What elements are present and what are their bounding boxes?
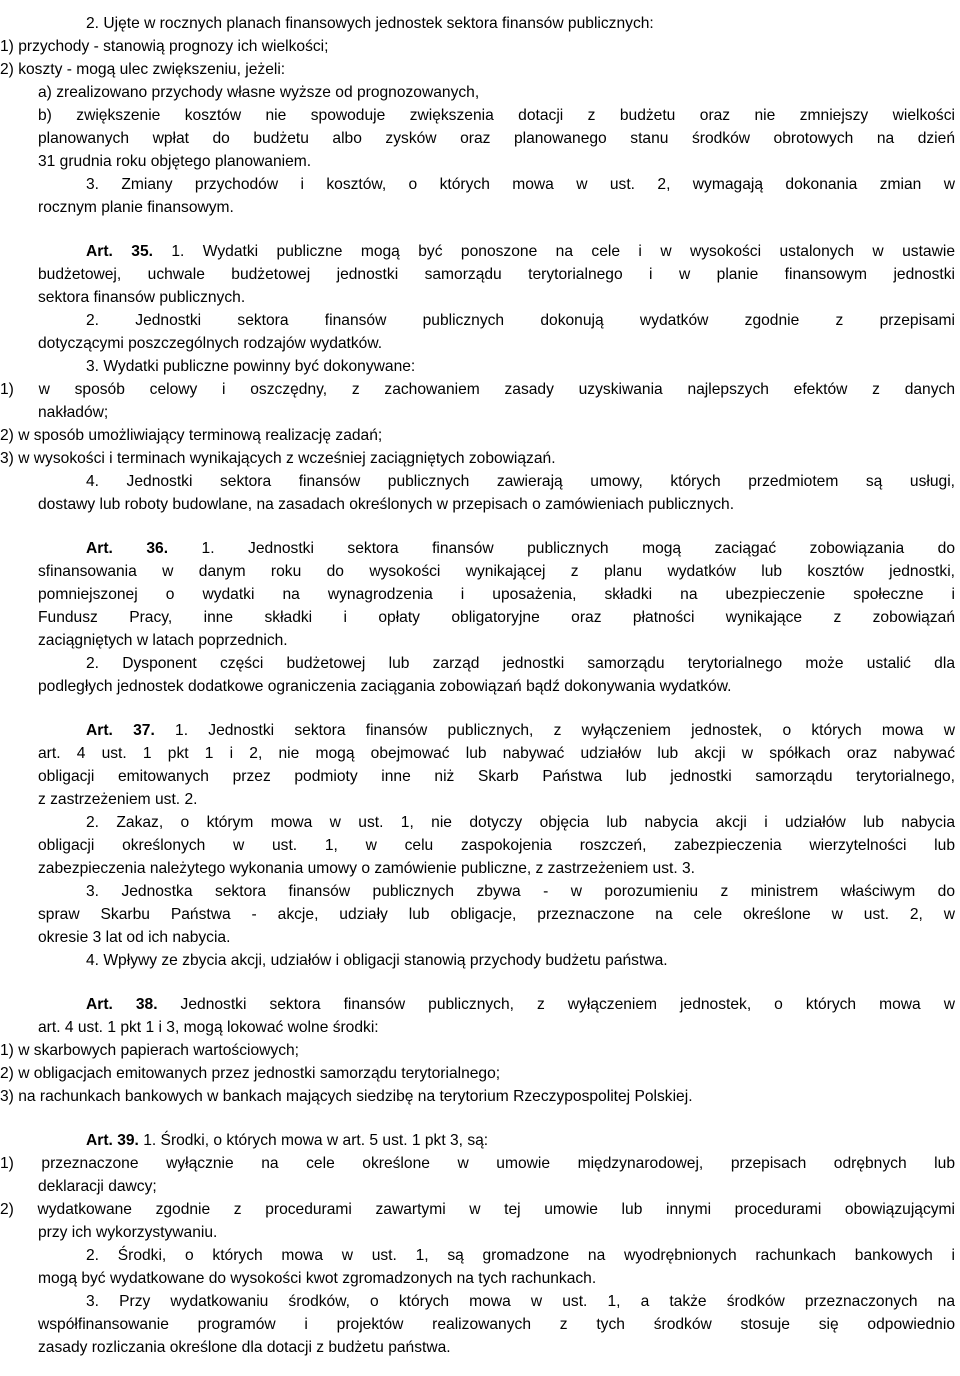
line-text: 2) koszty - mogą ulec zwiększeniu, jeżeli: <box>0 61 286 78</box>
text-line <box>0 58 285 81</box>
text-line <box>0 1198 955 1221</box>
line-text: 2) wydatkowane zgodnie z procedurami zawartymi w tej umowie lub innymi procedurami obowiązującymi <box>0 1201 955 1218</box>
line-text: obligacji emitowanych przez podmioty inne niż Skarb Państwa lub jednostki samorządu terytorialnego, <box>38 768 955 785</box>
line-text: zasady rozliczania określone dla dotacji z budżetu państwa. <box>38 1339 451 1356</box>
article-number: Art. 38. <box>86 996 158 1013</box>
text-line <box>86 355 415 378</box>
article-heading-line <box>86 537 955 560</box>
line-text: planowanych wpłat do budżetu albo zysków oraz planowanego stanu środków obrotowych na dzień <box>38 130 955 147</box>
line-text: 2. Środki, o których mowa w ust. 1, są gromadzone na wyodrębnionych rachunkach bankowych i <box>86 1247 955 1264</box>
text-line <box>38 629 288 652</box>
line-text: 3) w wysokości i terminach wynikających z wcześniej zaciągniętych zobowiązań. <box>0 450 556 467</box>
line-text: 1) w sposób celowy i oszczędny, z zachowaniem zasady uzyskiwania najlepszych efektów z danych <box>0 381 955 398</box>
line-text: dotyczącymi poszczególnych rodzajów wydatków. <box>38 335 383 352</box>
text-line <box>38 765 955 788</box>
line-text: 2. Ujęte w rocznych planach finansowych jednostek sektora finansów publicznych: <box>86 15 654 32</box>
line-text: 1) przychody - stanowią prognozy ich wielkości; <box>0 38 329 55</box>
line-text: 1. Wydatki publiczne mogą być ponoszone na cele i w wysokości ustalonych w ustawie <box>152 243 955 260</box>
text-line <box>0 1039 299 1062</box>
line-text: spraw Skarbu Państwa - akcje, udziały lub obligacje, przeznaczone na cele określone w ust. 2, w <box>38 906 955 923</box>
line-text: pomniejszonej o wydatki na wynagrodzenia i uposażenia, składki na ubezpieczenie społeczne i <box>38 586 955 603</box>
text-line <box>86 811 955 834</box>
text-line <box>38 788 197 811</box>
line-text: podległych jednostek dodatkowe ograniczenia zaciągania zobowiązań bądź dokonywania wydatków. <box>38 678 732 695</box>
text-line <box>38 560 955 583</box>
text-line <box>0 424 382 447</box>
text-line <box>38 583 955 606</box>
text-line <box>86 470 955 493</box>
line-text: art. 4 ust. 1 pkt 1 i 3, mogą lokować wolne środki: <box>38 1019 379 1036</box>
line-text: 1) w skarbowych papierach wartościowych; <box>0 1042 299 1059</box>
line-text: okresie 3 lat od ich nabycia. <box>38 929 231 946</box>
text-line <box>86 12 654 35</box>
text-line <box>38 675 732 698</box>
line-text: 3. Zmiany przychodów i kosztów, o których mowa w ust. 2, wymagają dokonania zmian w <box>86 176 955 193</box>
line-text: współfinansowanie programów i projektów realizowanych z tych środków stosuje się odpowiednio <box>38 1316 955 1333</box>
line-text: budżetowej, uchwale budżetowej jednostki samorządu terytorialnego i w planie finansowym jednostki <box>38 266 955 283</box>
article-heading-line <box>86 719 955 742</box>
line-text: z zastrzeżeniem ust. 2. <box>38 791 198 808</box>
article-heading-line <box>86 1129 488 1152</box>
line-text: sfinansowania w danym roku do wysokości wynikającej z planu wydatków lub kosztów jednostki, <box>38 563 955 580</box>
line-text: zabezpieczenia należytego wykonania umowy o zamówienie publiczne, z zastrzeżeniem ust. 3. <box>38 860 696 877</box>
line-text: Fundusz Pracy, inne składki i opłaty obligatoryjne oraz płatności wynikające z zobowiązań <box>38 609 955 626</box>
line-text: 2. Dysponent części budżetowej lub zarząd jednostki samorządu terytorialnego może ustalić dla <box>86 655 955 672</box>
text-line <box>38 1313 955 1336</box>
line-text: deklaracji dawcy; <box>38 1178 157 1195</box>
text-line <box>0 1062 500 1085</box>
text-line <box>38 1016 379 1039</box>
line-text: dostawy lub roboty budowlane, na zasadach określonych w przepisach o zamówieniach publicznych. <box>38 496 735 513</box>
text-line <box>38 1175 157 1198</box>
text-line <box>38 834 955 857</box>
text-line <box>0 447 556 470</box>
text-line <box>86 949 668 972</box>
article-number: Art. 39. <box>86 1132 139 1149</box>
text-line <box>38 196 234 219</box>
text-line <box>0 1085 693 1108</box>
line-text: 1. Środki, o których mowa w art. 5 ust. 1 pkt 3, są: <box>138 1132 489 1149</box>
text-line <box>38 104 955 127</box>
text-line <box>38 332 382 355</box>
text-line <box>38 286 245 309</box>
line-text: a) zrealizowano przychody własne wyższe od prognozowanych, <box>38 84 480 101</box>
text-line <box>86 652 955 675</box>
line-text: b) zwiększenie kosztów nie spowoduje zwiększenia dotacji z budżetu oraz nie zmniejszy wielkości <box>38 107 955 124</box>
line-text: 3) na rachunkach bankowych w bankach mających siedzibę na terytorium Rzeczypospolitej Polskiej. <box>0 1088 693 1105</box>
text-line <box>38 263 955 286</box>
text-line <box>38 150 311 173</box>
text-line <box>38 606 955 629</box>
line-text: 3. Wydatki publiczne powinny być dokonywane: <box>86 358 416 375</box>
text-line <box>38 127 955 150</box>
line-text: 2. Zakaz, o którym mowa w ust. 1, nie dotyczy objęcia lub nabycia akcji i udziałów lub nabycia <box>86 814 955 831</box>
line-text: przy ich wykorzystywaniu. <box>38 1224 218 1241</box>
line-text: mogą być wydatkowane do wysokości kwot zgromadzonych na tych rachunkach. <box>38 1270 597 1287</box>
text-line <box>38 81 479 104</box>
text-line <box>38 903 955 926</box>
line-text: 2. Jednostki sektora finansów publicznych dokonują wydatków zgodnie z przepisami <box>86 312 955 329</box>
line-text: nakładów; <box>38 404 109 421</box>
text-line <box>38 1336 451 1359</box>
line-text: 3. Przy wydatkowaniu środków, o których mowa w ust. 1, a także środków przeznaczonych na <box>86 1293 955 1310</box>
text-line <box>86 880 955 903</box>
text-line <box>38 1221 217 1244</box>
line-text: 3. Jednostka sektora finansów publicznych zbywa - w porozumieniu z ministrem właściwym do <box>86 883 955 900</box>
text-line <box>0 1152 955 1175</box>
line-text: 1) przeznaczone wyłącznie na cele określone w umowie międzynarodowej, przepisach odrębnych lub <box>0 1155 955 1172</box>
line-text: Jednostki sektora finansów publicznych, z wyłączeniem jednostek, o których mowa w <box>157 996 955 1013</box>
article-number: Art. 35. <box>86 243 153 260</box>
article-number: Art. 36. <box>86 540 169 557</box>
text-line <box>86 173 955 196</box>
text-line <box>38 401 108 424</box>
line-text: zaciągniętych w latach poprzednich. <box>38 632 288 649</box>
line-text: art. 4 ust. 1 pkt 1 i 2, nie mogą obejmować lub nabywać udziałów lub akcji w spółkach oraz nabywać <box>38 745 955 762</box>
line-text: 31 grudnia roku objętego planowaniem. <box>38 153 312 170</box>
line-text: obligacji określonych w ust. 1, w celu zaspokojenia roszczeń, zabezpieczenia wierzytelności lub <box>38 837 955 854</box>
line-text: 1. Jednostki sektora finansów publicznych mogą zaciągać zobowiązania do <box>168 540 955 557</box>
text-line <box>86 1290 955 1313</box>
line-text: 2) w obligacjach emitowanych przez jednostki samorządu terytorialnego; <box>0 1065 501 1082</box>
text-line <box>38 857 695 880</box>
article-number: Art. 37. <box>86 722 155 739</box>
article-heading-line <box>86 993 955 1016</box>
line-text: 4. Jednostki sektora finansów publicznych zawierają umowy, których przedmiotem są usługi, <box>86 473 955 490</box>
text-line <box>0 378 955 401</box>
text-line <box>0 35 328 58</box>
text-line <box>86 1244 955 1267</box>
text-line <box>38 1267 596 1290</box>
line-text: 4. Wpływy ze zbycia akcji, udziałów i obligacji stanowią przychody budżetu państwa. <box>86 952 668 969</box>
line-text: rocznym planie finansowym. <box>38 199 234 216</box>
text-line <box>38 926 230 949</box>
text-line <box>38 742 955 765</box>
text-line <box>38 493 734 516</box>
article-heading-line <box>86 240 955 263</box>
line-text: 2) w sposób umożliwiający terminową realizację zadań; <box>0 427 383 444</box>
line-text: 1. Jednostki sektora finansów publicznych, z wyłączeniem jednostek, o których mowa w <box>154 722 955 739</box>
text-line <box>86 309 955 332</box>
line-text: sektora finansów publicznych. <box>38 289 246 306</box>
